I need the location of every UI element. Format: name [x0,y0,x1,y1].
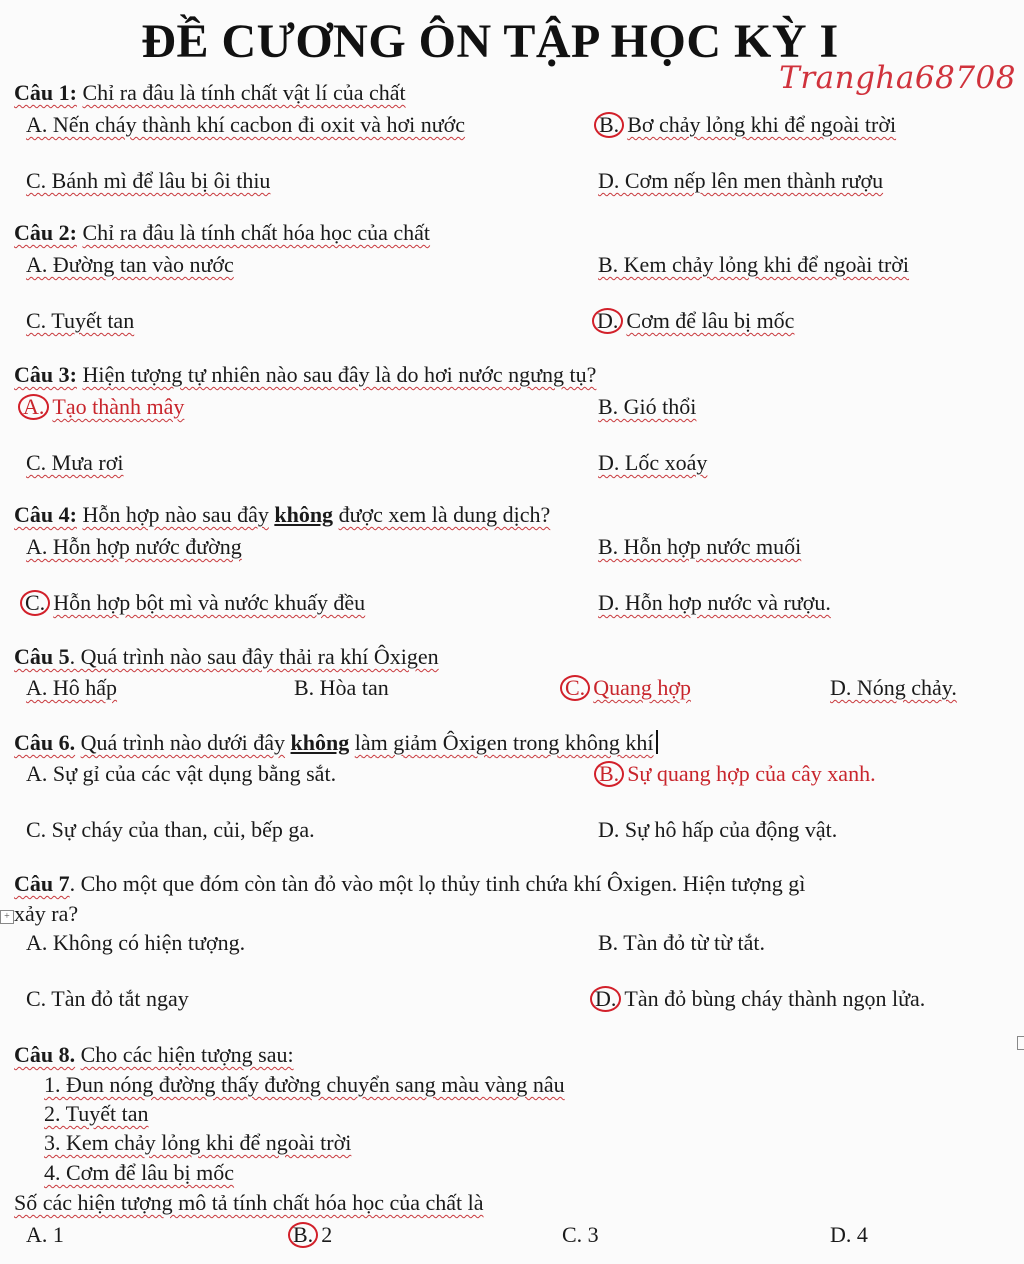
question-label: Câu 4: [14,502,77,527]
q4-option-d[interactable]: D. Hỗn hợp nước và rượu. [598,590,831,615]
question-label: Câu 3: [14,362,77,387]
question-text: . Quá trình nào sau đây thải ra khí Ôxigen [69,644,439,669]
question-4 [14,502,550,528]
q8-option-a[interactable]: A. 1 [26,1222,64,1247]
answer-circle: B. [594,112,624,138]
q4-option-a[interactable]: A. Hỗn hợp nước đường [26,534,242,559]
option-text: 2 [321,1222,333,1247]
question-label: Câu 8. [14,1042,76,1067]
q2-option-d[interactable] [592,308,794,334]
q8-item-1: 1. Đun nóng đường thấy đường chuyển sang màu vàng nâu [44,1072,565,1097]
q3-option-a[interactable] [18,394,184,420]
question-7-continued: xảy ra? [14,901,79,926]
question-8-prompt: Số các hiện tượng mô tả tính chất hóa học của chất là [14,1190,484,1215]
q5-option-d[interactable]: D. Nóng chảy. [830,675,957,700]
q4-option-b[interactable]: B. Hỗn hợp nước muối [598,534,802,559]
author-signature: Trangha68708 [779,60,1016,96]
question-6 [14,730,658,756]
q5-option-a[interactable]: A. Hô hấp [26,675,118,700]
question-text: Cho các hiện tượng sau: [80,1042,294,1067]
q7-option-a[interactable]: A. Không có hiện tượng. [26,930,246,955]
q6-option-b[interactable] [594,761,876,787]
emphasis-word: không [274,502,334,527]
question-label: Câu 5 [14,644,70,669]
q2-option-c[interactable]: C. Tuyết tan [26,308,135,333]
q8-option-c[interactable]: C. 3 [562,1222,599,1247]
q7-option-d[interactable] [590,986,925,1012]
option-text: Quang hợp [593,675,691,700]
question-text: Chỉ ra đâu là tính chất hóa học của chất [82,220,431,245]
q3-option-d[interactable]: D. Lốc xoáy [598,450,708,475]
question-text-end: làm giảm Ôxigen trong không khí [354,730,654,755]
answer-circle: C. [20,590,50,616]
page-title: ĐỀ CƯƠNG ÔN TẬP HỌC KỲ I [141,15,839,68]
q3-option-c[interactable]: C. Mưa rơi [26,450,124,475]
question-2 [14,220,430,246]
q8-item-2: 2. Tuyết tan [44,1101,149,1126]
question-7 [14,871,805,897]
answer-circle: D. [592,308,623,334]
margin-marker-icon [1017,1036,1024,1050]
question-label: Câu 7 [14,871,70,896]
move-handle-icon[interactable]: + [0,910,14,924]
q7-option-b[interactable]: B. Tàn đỏ từ từ tắt. [598,930,766,955]
q2-option-b[interactable]: B. Kem chảy lỏng khi để ngoài trời [598,252,910,277]
question-text: Chỉ ra đâu là tính chất vật lí của chất [82,80,406,105]
option-text: Hỗn hợp bột mì và nước khuấy đều [53,590,366,615]
answer-circle: B. [288,1222,318,1248]
option-text: Tạo thành mây [52,394,185,419]
answer-circle: A. [18,394,49,420]
q4-option-c[interactable] [20,590,365,616]
q5-option-b[interactable]: B. Hòa tan [294,675,389,700]
question-label: Câu 6. [14,730,76,755]
answer-circle: B. [594,761,624,787]
option-text: Sự quang hợp của cây xanh. [627,761,876,786]
q6-option-c[interactable]: C. Sự cháy của than, củi, bếp ga. [26,817,315,842]
q6-option-a[interactable]: A. Sự gỉ của các vật dụng bằng sắt. [26,761,337,786]
q8-item-3: 3. Kem chảy lỏng khi để ngoài trời [44,1130,352,1155]
q1-option-d[interactable]: D. Cơm nếp lên men thành rượu [598,168,884,193]
text-cursor [656,730,658,754]
question-text: Hiện tượng tự nhiên nào sau đây là do hơi nước ngưng tụ? [82,362,597,387]
question-label: Câu 1: [14,80,77,105]
option-text: Tàn đỏ bùng cháy thành ngọn lửa. [624,986,926,1011]
question-text-end: được xem là dung dịch? [338,502,551,527]
q5-option-c[interactable] [560,675,691,701]
q2-option-a[interactable]: A. Đường tan vào nước [26,252,234,277]
q8-option-b[interactable] [288,1222,332,1248]
q1-option-b[interactable] [594,112,896,138]
question-text: Quá trình nào dưới đây [80,730,286,755]
answer-circle: D. [590,986,621,1012]
answer-circle: C. [560,675,590,701]
q8-item-4: 4. Cơm để lâu bị mốc [44,1160,235,1185]
option-text: Cơm để lâu bị mốc [626,308,795,333]
question-text: . Cho một que đóm còn tàn đỏ vào một lọ thủy tinh chứa khí Ôxigen. Hiện tượng gì [69,871,806,896]
question-5 [14,644,439,670]
emphasis-word: không [290,730,350,755]
question-3 [14,362,596,388]
question-label: Câu 2: [14,220,77,245]
q6-option-d[interactable]: D. Sự hô hấp của động vật. [598,817,838,842]
q8-option-d[interactable]: D. 4 [830,1222,868,1247]
question-text: Hỗn hợp nào sau đây [82,502,269,527]
question-8 [14,1042,294,1068]
question-1 [14,80,406,106]
q1-option-c[interactable]: C. Bánh mì để lâu bị ôi thiu [26,168,271,193]
q1-option-a[interactable]: A. Nến cháy thành khí cacbon đi oxit và hơi nước [26,112,466,137]
q3-option-b[interactable]: B. Gió thổi [598,394,697,419]
option-text: Bơ chảy lỏng khi để ngoài trời [627,112,897,137]
q7-option-c[interactable]: C. Tàn đỏ tắt ngay [26,986,189,1011]
